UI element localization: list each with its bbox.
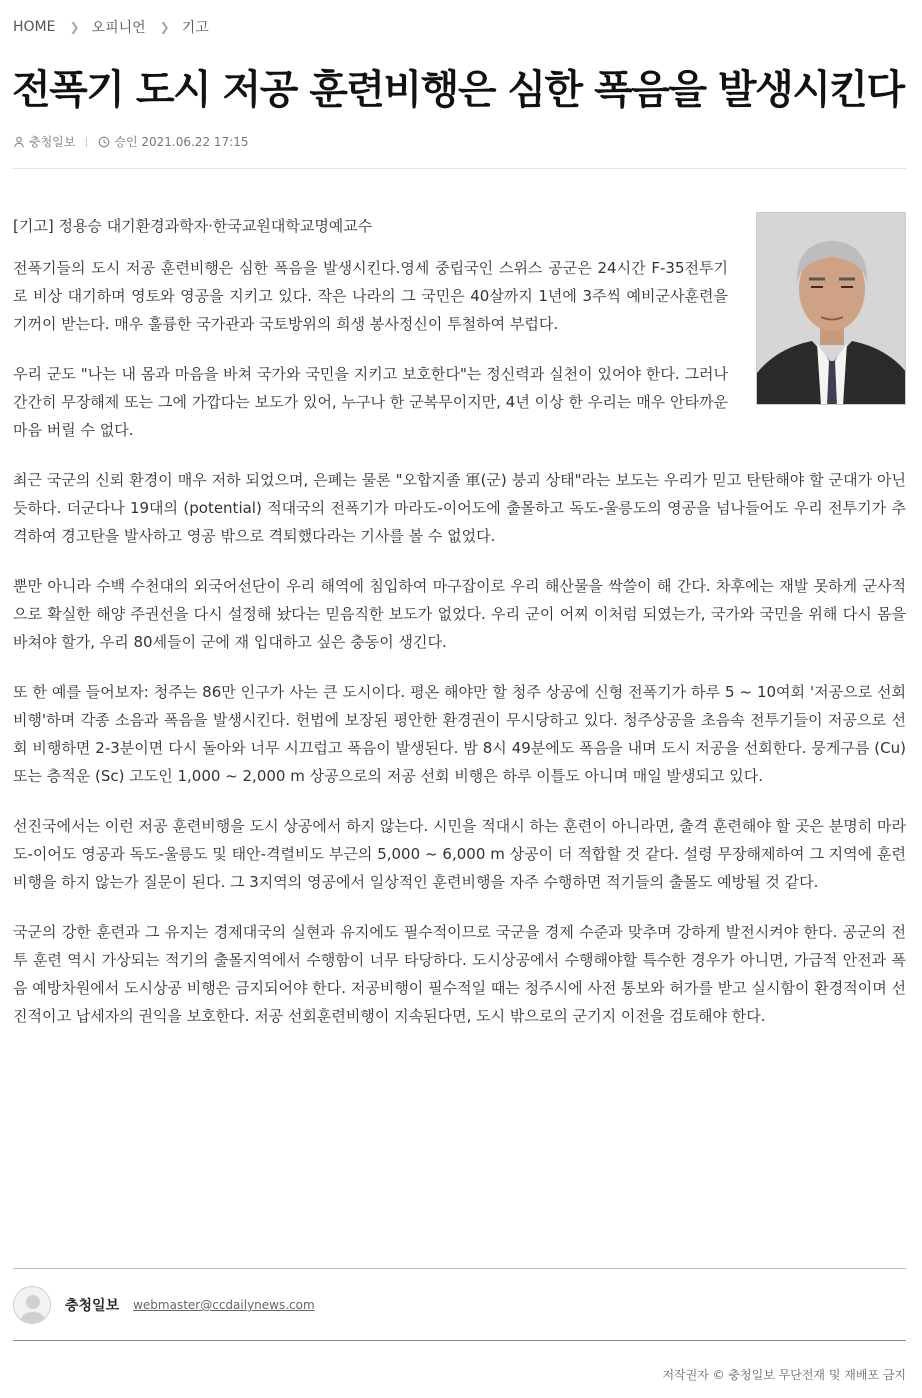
article-paragraph: 국군의 강한 훈련과 그 유지는 경제대국의 실현과 유지에도 필수적이므로 국군을 경제 수준과 맞추며 강하게 발전시켜야 한다. 공군의 전투 훈련 역시 가상되는 적기의 출몰지역에서 수행함이 너무 타당하다. 도시상공에서 수행해야할 특수한 경우가 아니면, 가급적 안전과 폭음 예방차원에서 도시상공 비행은 금지되어야 한다. 저공비행이 필수적일 때는 청주시에 사전 통보와 허가를 받고 실시함이 환경적이며 선진적이고 납세자의 권익을 보호한다. 저공 선회훈련비행이 지속된다면, 도시 밖으로의 군기지 이전을 검토해야 한다. (13, 923, 906, 1025)
avatar-icon (14, 1287, 51, 1324)
article-meta (13, 133, 248, 150)
clock-icon (98, 136, 110, 148)
author-portrait-image (757, 213, 906, 405)
breadcrumb (13, 17, 209, 37)
breadcrumb-opinion-link[interactable]: 오피니언 (91, 20, 146, 36)
copyright-notice: 저작권자 © 충청일보 무단전재 및 재배포 금지 (662, 1368, 906, 1382)
avatar (13, 1286, 51, 1324)
author-box-bottom-line (13, 1340, 906, 1341)
author-photo (756, 212, 906, 405)
article-author: 충청일보 (29, 135, 76, 149)
chevron-right-icon: ❯ (159, 20, 170, 34)
user-icon (13, 136, 25, 148)
article-body (13, 212, 906, 1052)
article-paragraph: 뿐만 아니라 수백 수천대의 외국어선단이 우리 해역에 침입하여 마구잡이로 우리 해산물을 싹쓸이 해 간다. 차후에는 재발 못하게 군사적으로 확실한 해양 주권선을 다시 설정해 놨다는 믿음직한 보도가 없었다. 우리 군이 어찌 이처럼 되였는가, 국가와 국민을 위해 다시 몸을 바쳐야 할가, 우리 80세들이 군에 재 입대하고 싶은 충동이 생긴다. (13, 577, 906, 651)
breadcrumb-home-link[interactable]: HOME (13, 19, 56, 35)
author-box-top-line (13, 1268, 906, 1269)
article-paragraph: 최근 국군의 신뢰 환경이 매우 저하 되었으며, 은폐는 물론 "오합지졸 軍(군) 붕괴 상태"라는 보도는 우리가 믿고 탄탄해야 할 군대가 아닌 듯하다. 더군다나 19대의 (potential) 적대국의 전폭기가 마라도-이어도에 출몰하고 독도-울릉도의 영공을 넘나들어도 우리 전투기가 추격하여 경고탄을 발사하고 영공 밖으로 격퇴했다라는 기사를 볼 수 없었다. (13, 471, 906, 545)
article-paragraph: 또 한 예를 들어보자: 청주는 86만 인구가 사는 큰 도시이다. 평온 해야만 할 청주 상공에 신형 전폭기가 하루 5 ~ 10여회 '저공으로 선회 비행'하며 각종 소음과 폭음을 발생시킨다. 헌법에 보장된 평안한 환경권이 무시당하고 있다. 청주상공을 초음속 전투기들이 저공으로 선회 비행하면 2-3분이면 다시 돌아와 너무 시끄럽고 폭음이 발생된다. 밤 8시 49분에도 폭음을 내며 도시 저공을 선회한다. 뭉게구름 (Cu) 또는 층적운 (Sc) 고도인 1,000 ~ 2,000 m 상공으로의 저공 선회 비행은 하루 이틀도 아니며 매일 발생되고 있다. (13, 683, 906, 785)
article-paragraph: 전폭기들의 도시 저공 훈련비행은 심한 폭음을 발생시킨다.영세 중립국인 스위스 공군은 24시간 F-35전투기로 비상 대기하며 영토와 영공을 지키고 있다. 작은 나라의 그 국민은 40살까지 1년에 3주씩 예비군사훈련을 기꺼이 받는다. 매우 훌륭한 국가관과 국토방위의 희생 봉사정신이 투철하여 부럽다. (13, 259, 728, 333)
article-approved-date: 승인 2021.06.22 17:15 (114, 135, 249, 149)
author-box (13, 1286, 315, 1324)
author-name: 충청일보 (65, 1298, 120, 1314)
author-email-link[interactable]: webmaster@ccdailynews.com (133, 1298, 315, 1312)
meta-divider (86, 137, 87, 147)
chevron-right-icon: ❯ (69, 20, 80, 34)
article-paragraph: 우리 군도 "나는 내 몸과 마음을 바쳐 국가와 국민을 지키고 보호한다"는 정신력과 실천이 있어야 한다. 그러나 간간히 무장해제 또는 그에 가깝다는 보도가 있어, 누구나 한 군복무이지만, 4년 이상 한 우리는 매우 안타까운 마음 버릴 수 없다. (13, 365, 728, 439)
article-paragraph: 선진국에서는 이런 저공 훈련비행을 도시 상공에서 하지 않는다. 시민을 적대시 하는 훈련이 아니라면, 출격 훈련해야 할 곳은 분명히 마라도-이어도 영공과 독도-울릉도 및 태안-격렬비도 부근의 5,000 ~ 6,000 m 상공이 더 적합할 것 같다. 설령 무장해제하여 그 지역에 훈련비행을 하지 않는가 질문이 된다. 그 3지역의 영공에서 일상적인 훈련비행을 자주 수행하면 적기들의 출몰도 예방될 것 같다. (13, 817, 906, 891)
article-title: 전폭기 도시 저공 훈련비행은 심한 폭음을 발생시킨다 (12, 67, 904, 113)
breadcrumb-contribution-link[interactable]: 기고 (181, 20, 209, 36)
article-byline: [기고] 정용승 대기환경과학자·한국교원대학교명예교수 (13, 217, 373, 235)
meta-divider-line (13, 168, 906, 169)
